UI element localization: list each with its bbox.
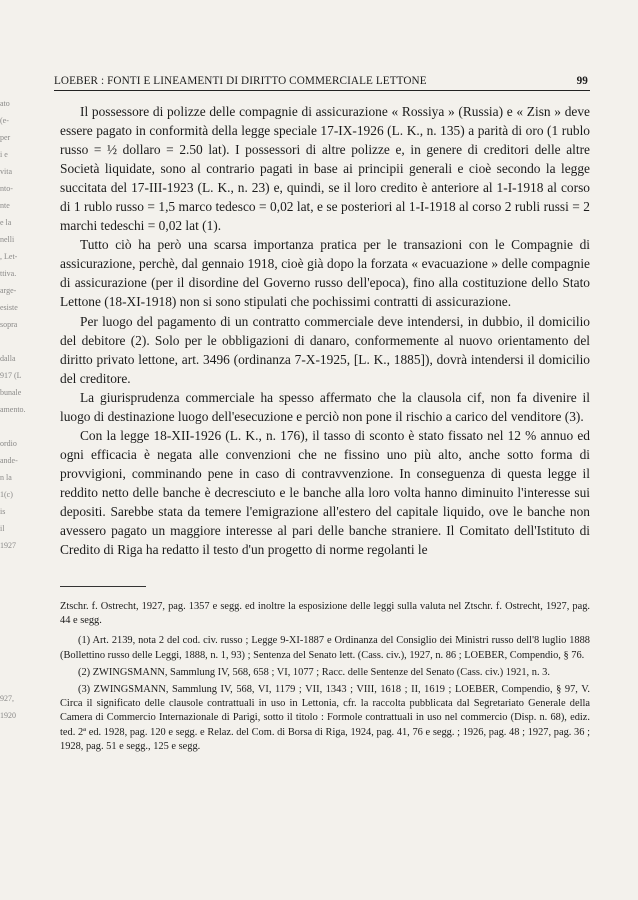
bleed-fragment: il <box>0 524 5 533</box>
bleed-fragment: arge- <box>0 286 17 295</box>
bleed-fragment: 1927 <box>0 541 16 550</box>
footnotes <box>60 600 590 754</box>
bleed-fragment <box>0 605 22 622</box>
bleed-fragment <box>0 571 22 588</box>
bleed-fragment: nelli <box>0 235 15 244</box>
paragraph: Per luogo del pagamento di un contratto commerciale deve intendersi, in dubbio, il domicilio del debitore (2). Solo per le obbligazioni di danaro, conformemente al nuovo orientamento del diritto privato lettone, art. 3496 (ordinanza 7-X-1925, [L. K., 1885]), dovrà intendersi il domicilio del creditore. <box>60 313 590 386</box>
bleed-fragment: dalla <box>0 354 16 363</box>
bleed-fragment <box>0 622 22 639</box>
running-title: LOEBER : FONTI E LINEAMENTI DI DIRITTO COMMERCIALE LETTONE <box>54 75 427 87</box>
bleed-fragment: ttiva. <box>0 269 17 278</box>
paragraph: Il possessore di polizze delle compagnie di assicurazione « Rossiya » (Russia) e « Zisn » deve essere pagato in conformità della legge speciale 17-IX-1926 (L. K., n. 135) a parità di oro (1 rublo russo = ½ dollaro = 2.50 lat). I possessori di altre polizze e, in genere di creditori delle altre Società liquidate, sono al contrario pagati in base ai principii generali e cioè secondo la legge succitata del 17-III-1923 (L. K., n. 23) e, quindi, se il loro credito è anteriore al 1-I-1918 al corso di 1 rublo russo = 1,5 marco tedesco = 0,02 lat, e se posteriori al 1-I-1918 al corso 2 rubli russi = 2 marchi tedeschi = 0,02 lat (1). <box>60 104 590 234</box>
bleed-fragment: sopra <box>0 320 18 329</box>
bleed-fragment: nte <box>0 201 10 210</box>
footnote-3: (3) ZWINGSMANN, Sammlung IV, 568, VI, 1179 ; VII, 1343 ; VIII, 1618 ; II, 1619 ; LOEBER, Compendio, § 97, V. Circa il significato delle clausole contrattuali in uso in Lettonia, cfr. la raccolta pubblicata dal Segretariato Generale della Camera di Commercio Internazionale di Parigi, sotto il titolo : Formole contrattuali in uso nel commercio (Disp. n. 68), ediz. ted. 2ª ed. 1928, pag. 120 e segg. e Relaz. del Com. di Borsa di Riga, 1924, pag. 41, 76 e segg. ; 1926, pag. 48 ; 1927, pag. 36 ; 1928, pag. 51 e segg., 125 e segg. <box>60 684 590 752</box>
page-number: 99 <box>576 75 588 87</box>
paragraph: La giurisprudenza commerciale ha spesso affermato che la clausola cif, non fa divenire il luogo di destinazione luogo dell'esecuzione e perciò non pone il rischio a carico del venditore (3). <box>60 389 590 424</box>
bleed-fragment: ordio <box>0 439 17 448</box>
bleed-fragment: e la <box>0 218 12 227</box>
paragraph: Tutto ciò ha però una scarsa importanza pratica per le transazioni con le Compagnie di assicurazione, perchè, dal gennaio 1918, cioè già dopo la forzata « evacuazione » delle compagnie di assicurazione (per il disordine del Governo russo dell'epoca), fino alla costituzione dello Stato Lettone (18-XI-1918) non si sono stipulati che pochissimi contratti di assicurazione. <box>60 237 590 310</box>
bleed-fragment <box>0 588 22 605</box>
footnote-continuation: Ztschr. f. Ostrecht, 1927, pag. 1357 e segg. ed inoltre la esposizione delle leggi sulla valuta nel Ztschr. f. Ostrecht, 1927, pag. 44 e segg. <box>60 601 590 627</box>
bleed-fragment: amento. <box>0 405 26 414</box>
bleed-fragment: (e- <box>0 116 9 125</box>
bleed-fragment <box>0 418 22 435</box>
paragraph: Con la legge 18-XII-1926 (L. K., n. 176), il tasso di sconto è stato fissato nel 12 % annuo ed ogni efficacia è negata alle convenzioni che ne fissino uno più alto, anche sotto forma di provvigioni, comminando pene in caso di contravvenzione. In conseguenza di questa legge il reddito netto delle banche è decresciuto e le banche alla loro volta hanno diminuito l'interesse sui depositi. Sarebbe stata da temere l'emigrazione all'estero del capitale liquido, ove le banche non avessero pagato un maggiore interesse al pari delle banche straniere. Il Comitato dell'Istituto di Credito di Riga ha redatto il testo d'un progetto di norme regolanti le <box>60 427 590 558</box>
bleed-fragment: vita <box>0 167 12 176</box>
bleed-fragment <box>0 673 22 690</box>
running-header <box>54 73 588 89</box>
bleed-fragment: 1(c) <box>0 490 13 499</box>
bleed-fragment: i e <box>0 150 8 159</box>
bleed-fragment <box>0 656 22 673</box>
header-rule <box>54 90 590 91</box>
footnote-2: (2) ZWINGSMANN, Sammlung IV, 568, 658 ; VI, 1077 ; Racc. delle Sentenze del Senato (Cass. civ.) 1921, n. 3. <box>78 666 550 678</box>
main-text <box>60 102 590 559</box>
bleed-fragment: , Let- <box>0 252 18 261</box>
bleed-fragment: esiste <box>0 303 18 312</box>
bleed-fragment <box>0 639 22 656</box>
footnote-1: (1) Art. 2139, nota 2 del cod. civ. russo ; Legge 9-XI-1887 e Ordinanza del Consiglio dei Ministri russo dell'8 luglio 1888 (Bollettino russo delle Leggi, 1888, n. 1, 93) ; Sentenza del Senato lett. (Cass. civ.), 1927, n. 86 ; LOEBER, Compendio, § 76. <box>60 635 590 661</box>
bleed-fragment: 927, <box>0 694 14 703</box>
bleed-fragment: 1920 <box>0 711 16 720</box>
bleed-fragment: 917 (L <box>0 371 22 380</box>
bleed-fragment <box>0 333 22 350</box>
bleed-fragment: ato <box>0 99 10 108</box>
bleed-fragment <box>0 554 22 571</box>
left-page-bleed <box>0 95 26 775</box>
bleed-fragment: nto- <box>0 184 13 193</box>
bleed-fragment: per <box>0 133 11 142</box>
bleed-fragment: n la <box>0 473 12 482</box>
bleed-fragment: bunale <box>0 388 22 397</box>
bleed-fragment: ande- <box>0 456 18 465</box>
bleed-fragment: is <box>0 507 6 516</box>
footnote-separator <box>60 586 146 587</box>
